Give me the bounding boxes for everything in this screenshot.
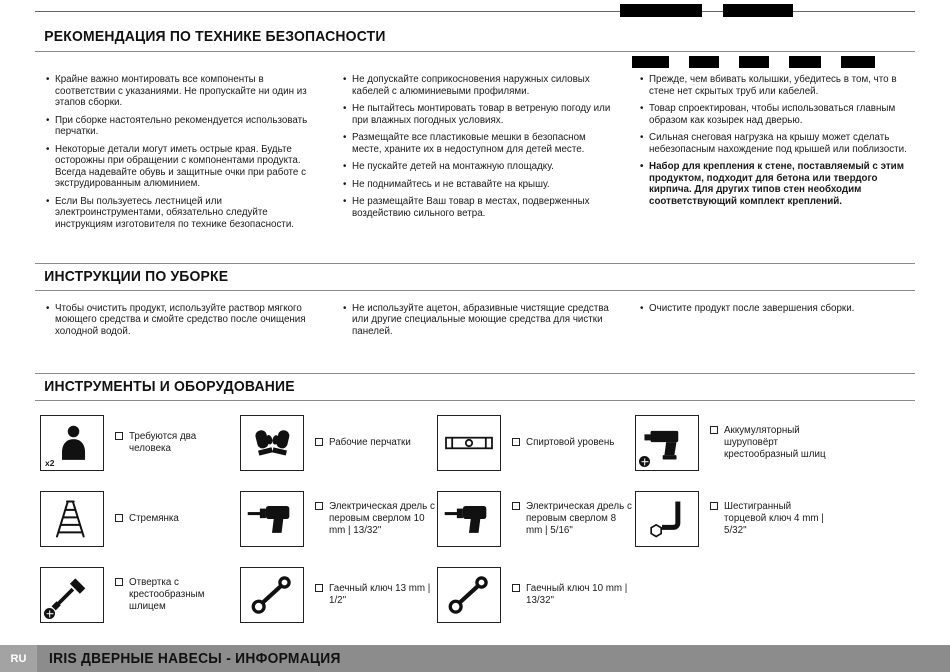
tool-label: Гаечный ключ 10 mm | 13/32"	[526, 583, 628, 607]
cleaning-columns	[35, 303, 915, 344]
tool-label: Гаечный ключ 13 mm | 1/2"	[329, 583, 431, 607]
redacted-bar	[739, 56, 769, 68]
redacted-bar	[841, 56, 875, 68]
hex-key-icon	[642, 496, 692, 542]
footer-bar	[0, 645, 950, 672]
wrench-icon	[247, 572, 297, 618]
print-checkbox	[512, 502, 520, 510]
tool-icon-box	[240, 567, 304, 623]
safety-columns	[35, 74, 915, 237]
electric-drill-icon	[246, 496, 298, 542]
tool-item-wrench-13mm	[240, 567, 437, 623]
print-checkbox	[710, 426, 718, 434]
redacted-bar	[632, 56, 669, 68]
redacted-bar	[689, 56, 719, 68]
cleaning-section-title: ИНСТРУКЦИИ ПО УБОРКЕ	[44, 267, 229, 285]
safety-bullet: • Не поднимайтесь и не вставайте на крышу.	[342, 179, 613, 191]
print-checkbox	[512, 438, 520, 446]
tool-item-two-people	[40, 415, 240, 471]
print-checkbox	[115, 514, 123, 522]
tool-item-spirit-level	[437, 415, 635, 471]
safety-section	[35, 28, 915, 237]
safety-column-1	[45, 74, 316, 237]
cleaning-bullet: • Очистите продукт после завершения сборки.	[639, 303, 910, 315]
tool-icon-box	[40, 567, 104, 623]
tool-icon-box	[40, 491, 104, 547]
print-checkbox	[315, 584, 323, 592]
tool-icon-box	[40, 415, 104, 471]
electric-drill-icon	[443, 496, 495, 542]
safety-section-title: РЕКОМЕНДАЦИЯ ПО ТЕХНИКЕ БЕЗОПАСНОСТИ	[44, 28, 386, 45]
tool-item-gloves	[240, 415, 437, 471]
cleaning-bullet: • Чтобы очистить продукт, используйте раствор мягкого моющего средства и смойте средство после очищения холодной водой.	[45, 303, 316, 338]
print-checkbox	[315, 438, 323, 446]
redacted-bar	[723, 4, 793, 17]
tool-label: Спиртовой уровень	[526, 437, 615, 449]
safety-bullet: • Сильная снеговая нагрузка на крышу может сделать небезопасным нахождение под крышей или поблизости.	[639, 132, 910, 155]
tool-item-drill-10mm	[240, 491, 437, 547]
safety-bullet-important: • Набор для крепления к стене, поставляемый с этим продуктом, подходит для бетона или твердого кирпича. Для других типов стен необходим соответствующий комплект креплений.	[639, 161, 910, 207]
divider	[35, 373, 915, 374]
safety-bullet: • Некоторые детали могут иметь острые края. Будьте осторожны при обращении с компонентами продукта. Всегда надевайте обувь и защитные очки при работе с экструдированным алюминием.	[45, 144, 316, 190]
wrench-icon	[444, 572, 494, 618]
tool-icon-box	[635, 491, 699, 547]
redacted-bar	[789, 56, 821, 68]
spirit-level-icon	[442, 420, 496, 466]
tool-icon-box	[635, 415, 699, 471]
redacted-row	[35, 56, 915, 68]
print-checkbox	[315, 502, 323, 510]
safety-column-2	[342, 74, 613, 237]
tool-icon-box	[240, 415, 304, 471]
safety-bullet: • Не размещайте Ваш товар в местах, подверженных воздействию сильного ветра.	[342, 196, 613, 219]
tool-label: Электрическая дрель с перовым сверлом 8 mm | 5/16"	[526, 501, 632, 537]
tool-label: Аккумуляторный шуруповёрт крестообразный шлиц	[724, 425, 826, 461]
tool-icon-box	[437, 491, 501, 547]
tool-label: Электрическая дрель с перовым сверлом 10 mm | 13/32"	[329, 501, 435, 537]
safety-bullet: • Если Вы пользуетесь лестницей или электроинструментами, обязательно следуйте инструкциям изготовителя по технике безопасности.	[45, 196, 316, 231]
divider	[35, 400, 915, 401]
language-badge: RU	[0, 645, 37, 672]
safety-bullet: • Крайне важно монтировать все компоненты в соответствии с указаниями. Не пропускайте ни один из этапов сборки.	[45, 74, 316, 109]
divider	[35, 263, 915, 264]
safety-bullet: • Не пытайтесь монтировать товар в ветреную погоду или при влажных погодных условиях.	[342, 103, 613, 126]
safety-bullet: • Товар спроектирован, чтобы использоваться главным образом как козырек над дверью.	[639, 103, 910, 126]
tool-label: Отвертка с крестообразным шлицем	[129, 577, 205, 613]
tool-item-drill-8mm	[437, 491, 635, 547]
cleaning-section	[35, 263, 915, 344]
tool-icon-box	[240, 491, 304, 547]
cleaning-bullet: • Не используйте ацетон, абразивные чистящие средства или другие специальные моющие средства для чистки панелей.	[342, 303, 613, 338]
tool-label: Стремянка	[129, 513, 179, 525]
tool-item-hex-key	[635, 491, 915, 547]
stepladder-icon	[47, 495, 97, 543]
safety-bullet: • Размещайте все пластиковые мешки в безопасном месте, храните их в недоступном для детей месте.	[342, 132, 613, 155]
tool-label: Рабочие перчатки	[329, 437, 411, 449]
tool-item-stepladder	[40, 491, 240, 547]
footer-title: IRIS ДВЕРНЫЕ НАВЕСЫ - ИНФОРМАЦИЯ	[49, 650, 341, 667]
cleaning-column-2	[342, 303, 613, 344]
tool-item-phillips-screwdriver	[40, 567, 240, 623]
cleaning-column-1	[45, 303, 316, 344]
tool-icon-box	[437, 567, 501, 623]
tools-section	[35, 373, 915, 623]
tool-item-wrench-10mm	[437, 567, 635, 623]
safety-column-3	[639, 74, 910, 237]
tool-label: Шестигранный торцевой ключ 4 mm | 5/32"	[724, 501, 824, 537]
safety-bullet: • При сборке настоятельно рекомендуется использовать перчатки.	[45, 115, 316, 138]
safety-bullet: • Не допускайте соприкосновения наружных силовых кабелей с алюминиевыми профилями.	[342, 74, 613, 97]
gloves-icon	[246, 420, 298, 466]
divider	[35, 51, 915, 52]
print-checkbox	[115, 432, 123, 440]
safety-bullet: • Прежде, чем вбивать колышки, убедитесь в том, что в стене нет скрытых труб или кабелей.	[639, 74, 910, 97]
cleaning-column-3	[639, 303, 910, 344]
safety-bullet: • Не пускайте детей на монтажную площадку.	[342, 161, 613, 173]
tool-item-cordless-screwdriver	[635, 415, 915, 471]
redacted-bar	[620, 4, 702, 17]
print-checkbox	[115, 578, 123, 586]
tool-icon-box	[437, 415, 501, 471]
tools-grid	[35, 415, 915, 623]
person-icon	[49, 421, 95, 465]
print-checkbox	[512, 584, 520, 592]
divider	[35, 290, 915, 291]
quantity-note: x2	[45, 458, 55, 469]
tools-section-title: ИНСТРУМЕНТЫ И ОБОРУДОВАНИЕ	[44, 378, 295, 396]
tool-label: Требуются два человека	[129, 431, 197, 455]
print-checkbox	[710, 502, 718, 510]
